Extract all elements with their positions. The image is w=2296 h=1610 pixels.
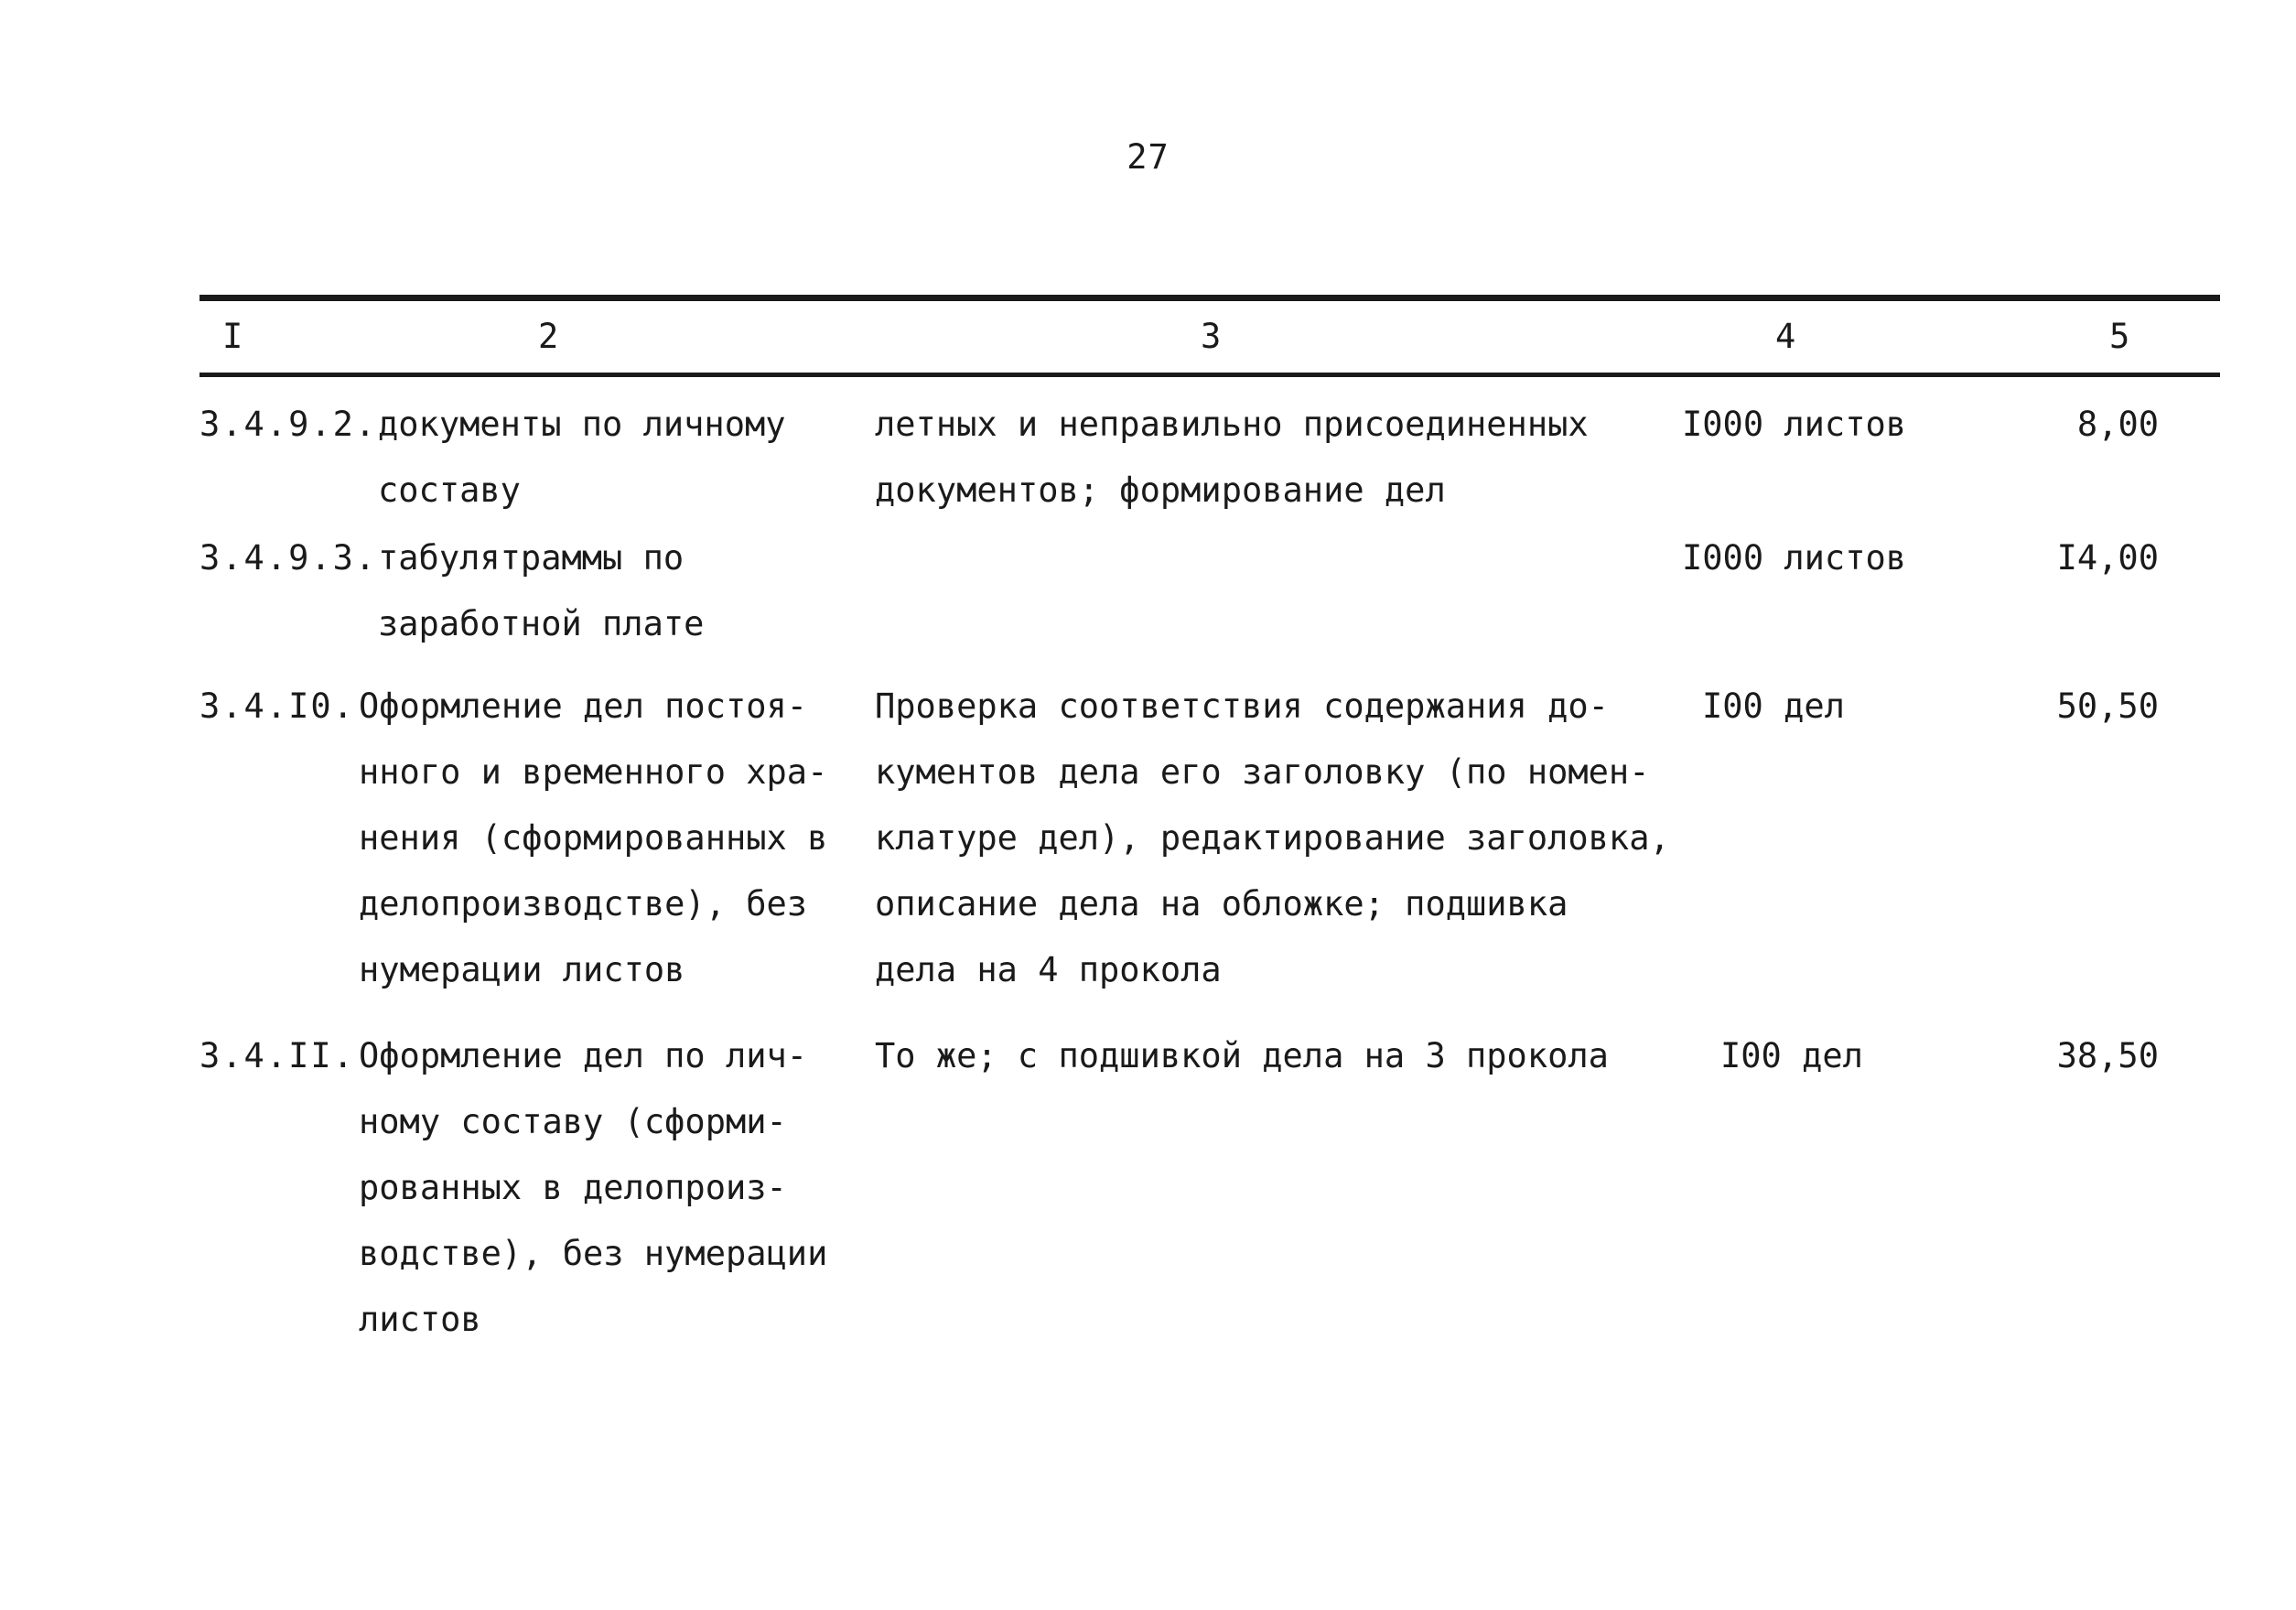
row-number: 3.4.9.3. xyxy=(199,538,378,578)
row-unit: I000 листов xyxy=(1682,538,1907,578)
row-name: документы по личному составу xyxy=(378,405,786,510)
row-description: летных и неправильно присоединенных документов; формирование дел xyxy=(875,405,1589,510)
row-description: Проверка соответствия содержания до- кументов дела его заголовку (по номен- клатуре дел), редактирование заголовка, описание дела на обложке; подшивка дела на 4 прокола xyxy=(875,686,1670,989)
row-unit: I000 листов xyxy=(1682,405,1907,444)
table-top-rule xyxy=(199,295,2220,301)
row-name: Оформление дел по лич- ному составу (сформи- рованных в делопроиз- водстве), без нумерации листов xyxy=(359,1036,828,1339)
column-header-4: 4 xyxy=(1775,317,1796,356)
row-number: 3.4.I0. xyxy=(199,686,355,726)
row-unit: I00 дел xyxy=(1720,1036,1863,1075)
column-header-5: 5 xyxy=(2109,317,2130,356)
table-header-rule xyxy=(199,373,2220,377)
row-number: 3.4.II. xyxy=(199,1036,355,1075)
table-row xyxy=(0,392,2296,525)
table-row xyxy=(0,674,2296,1023)
row-name: табулятраммы по заработной плате xyxy=(378,538,705,643)
table-row xyxy=(0,525,2296,674)
page-number: 27 xyxy=(1126,137,1170,177)
row-price: 50,50 xyxy=(2056,686,2159,726)
column-header-1: I xyxy=(222,317,243,356)
row-price: I4,00 xyxy=(2056,538,2159,578)
row-unit: I00 дел xyxy=(1702,686,1845,726)
row-price: 38,50 xyxy=(2056,1036,2159,1075)
row-description: То же; с подшивкой дела на 3 прокола xyxy=(875,1036,1609,1075)
table-row xyxy=(0,1023,2296,1371)
table-body xyxy=(0,392,2296,1371)
column-header-2: 2 xyxy=(538,317,559,356)
row-price: 8,00 xyxy=(2076,405,2159,444)
row-number: 3.4.9.2. xyxy=(199,405,378,444)
column-header-3: 3 xyxy=(1201,317,1222,356)
row-name: Оформление дел постоя- нного и временного хра- нения (сформированных в делопроизводстве), без нумерации листов xyxy=(359,686,828,989)
